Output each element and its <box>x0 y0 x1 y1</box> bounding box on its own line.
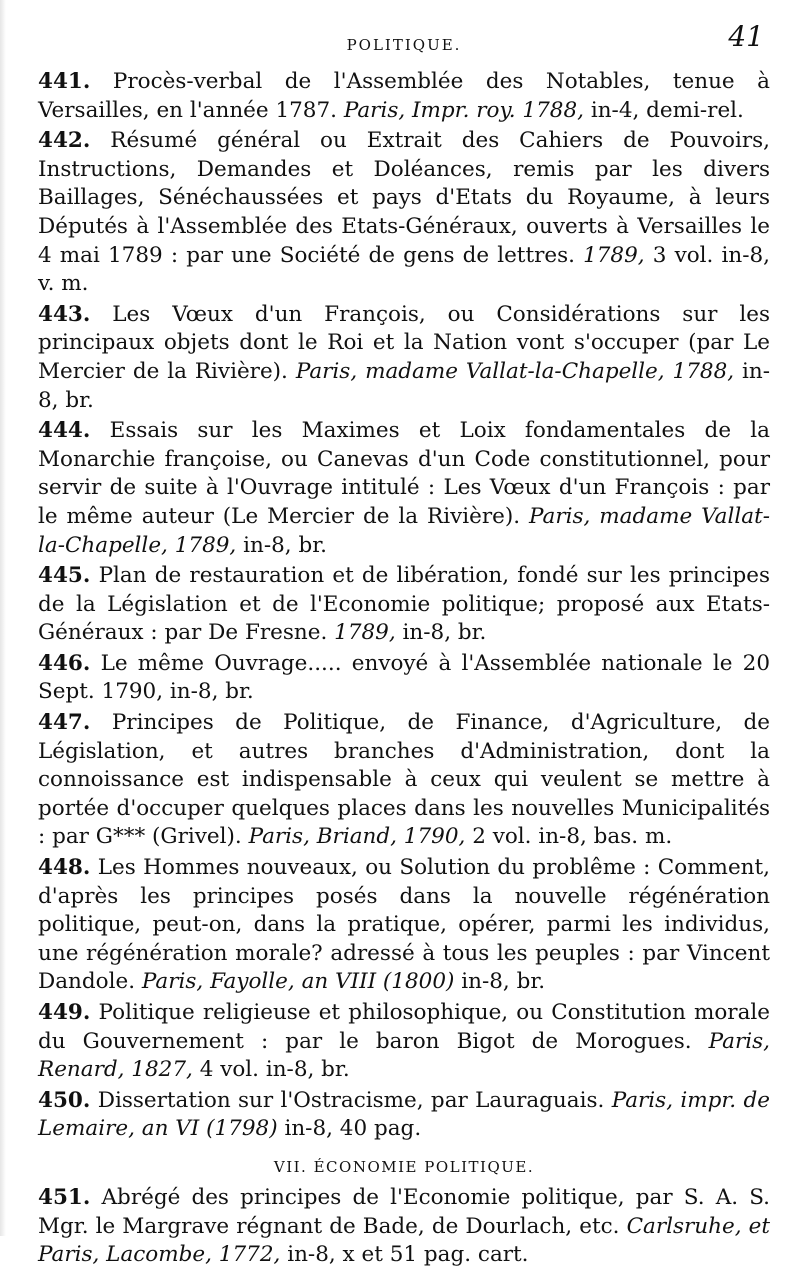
entry-format: in-8, br. <box>402 620 487 646</box>
entry-format: 3 vol. in-8, v. m. <box>38 242 770 297</box>
entry-format: 4 vol. in-8, br. <box>199 1057 350 1083</box>
entry-imprint: Paris, impr. de Lemaire, an VI (1798) <box>38 1087 770 1142</box>
entry-imprint: Paris, Briand, 1790, <box>248 824 466 850</box>
entry-number: 449. <box>38 1000 91 1025</box>
entry-number: 442. <box>38 128 91 154</box>
catalogue-entry <box>38 68 770 125</box>
entry-imprint: 1789, <box>583 242 645 268</box>
entry-title: Politique religieuse et philosophique, ou Constitution morale du Gouvernement : par le baron Bigot de Morogues. <box>38 1000 770 1054</box>
entry-format: 2 vol. in-8, bas. m. <box>472 824 673 850</box>
page-number: 41 <box>728 20 764 53</box>
entry-imprint: Paris, Fayolle, an VIII (1800) <box>141 969 455 995</box>
entry-title: Dissertation sur l'Ostracisme, par Lauraguais. <box>97 1087 605 1113</box>
entry-title: Abrégé des principes de l'Economie politique, par S. A. S. Mgr. le Margrave régnant de Bade, de Dourlach, etc. <box>38 1184 770 1239</box>
entry-title: Plan de restauration et de libération, fondé sur les principes de la Législation et de l'Economie politique; proposé aux Etats-Généraux : par De Fresne. <box>38 563 770 646</box>
entry-format: in-8, x et 51 pag. cart. <box>287 1242 529 1268</box>
section-heading: VII. ÉCONOMIE POLITIQUE. <box>273 1157 535 1176</box>
catalogue-entry <box>38 709 770 852</box>
entry-imprint: 1789, <box>334 620 396 646</box>
entry-number: 447. <box>38 710 91 736</box>
catalogue-entry <box>38 127 770 299</box>
entry-number: 450. <box>38 1087 91 1113</box>
entry-title: Résumé général ou Extrait des Cahiers de Pouvoirs, Instructions, Demandes et Doléances, remis par les divers Baillages, Sénéchaussées et pays d'Etats du Royaume, à leurs Députés à l'Assemblée des Etats-Généraux, ouverts à Versailles le 4 mai 1789 : par une Société de gens de lettres. <box>38 128 770 268</box>
catalogue-entry <box>38 854 770 997</box>
catalogue-entry <box>38 1087 770 1144</box>
entry-number: 446. <box>38 650 91 676</box>
catalogue-entry <box>38 999 770 1085</box>
entry-title: Les Hommes nouveaux, ou Solution du problême : Comment, d'après les principes posés dans la nouvelle régénération politique, peut-on, dans la pratique, opérer, parmi les individus, une régénération morale? adressé à tous les peuples : par Vincent Dandole. <box>38 855 770 995</box>
entry-imprint: Paris, Renard, 1827, <box>38 1028 770 1083</box>
entry-imprint: Paris, madame Vallat-la-Chapelle, 1789, <box>38 503 770 558</box>
catalogue-entry <box>38 1184 770 1270</box>
entry-format: in-8, br. <box>38 358 770 413</box>
entry-number: 441. <box>38 69 91 94</box>
entry-title: Les Vœux d'un François, ou Considérations sur les principaux objets dont le Roi et la Nation vont s'occuper (par Le Mercier de la Rivière). <box>38 301 770 384</box>
scan-shadow <box>0 0 6 1236</box>
catalogue-entry <box>38 650 770 707</box>
entry-imprint: Carlsruhe, et Paris, Lacombe, 1772, <box>38 1213 770 1268</box>
entry-format: in-8, br. <box>243 532 327 558</box>
entry-format: in-4, demi-rel. <box>590 97 744 123</box>
page-header <box>38 20 770 68</box>
entry-list <box>38 68 770 1144</box>
running-title: POLITIQUE. <box>346 36 462 54</box>
catalogue-entry <box>38 562 770 648</box>
catalogue-entry <box>38 417 770 560</box>
entry-number: 444. <box>38 418 91 444</box>
entry-number: 451. <box>38 1184 91 1210</box>
entry-number: 443. <box>38 301 91 327</box>
entry-title: Principes de Politique, de Finance, d'Agriculture, de Législation, et autres branches d'Administration, dont la connoissance est indispensable à ceux qui veulent se mettre à portée d'occuper quelques places dans les nouvelles Municipalités : par G*** (Grivel). <box>38 710 770 850</box>
entry-number: 445. <box>38 563 91 589</box>
catalogue-entry <box>38 301 770 415</box>
entry-imprint: Paris, madame Vallat-la-Chapelle, 1788, <box>295 358 735 384</box>
entry-title: Essais sur les Maximes et Loix fondamentales de la Monarchie françoise, ou Canevas d'un Code constitutionnel, pour servir de suite à l'Ouvrage intitulé : Les Vœux d'un François : par le même auteur (Le Mercier de la Rivière). <box>38 418 770 529</box>
section-entry-list <box>38 1184 770 1270</box>
entry-title: Procès-verbal de l'Assemblée des Notables, tenue à Versailles, en l'année 1787. <box>38 69 770 123</box>
entry-number: 448. <box>38 855 91 881</box>
entry-format: in-8, 40 pag. <box>284 1116 422 1142</box>
entry-imprint: Paris, Impr. roy. 1788, <box>343 97 584 123</box>
entry-format: in-8, br. <box>461 969 546 995</box>
entry-title: Le même Ouvrage..... envoyé à l'Assemblée nationale le 20 Sept. 1790, in-8, br. <box>38 650 770 705</box>
